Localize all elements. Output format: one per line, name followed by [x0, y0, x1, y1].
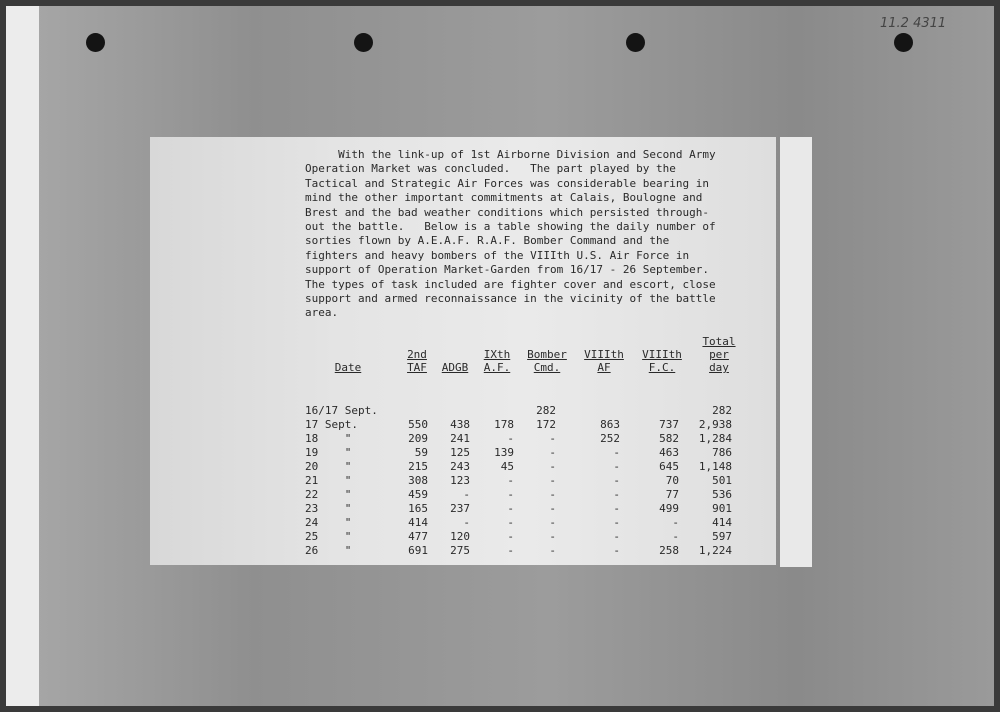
- table-cell: 77: [665, 488, 679, 501]
- table-cell: 550: [408, 418, 428, 431]
- table-cell: 477: [408, 530, 428, 543]
- table-cell: -: [613, 460, 620, 473]
- table-cell: -: [507, 488, 514, 501]
- punch-hole: [354, 33, 373, 52]
- table-cell: 243: [450, 460, 470, 473]
- table-cell: 252: [600, 432, 620, 445]
- row-date: 25 ": [305, 530, 352, 543]
- table-cell: 582: [659, 432, 679, 445]
- table-cell: 172: [536, 418, 556, 431]
- table-header: [632, 348, 692, 374]
- table-cell: -: [672, 516, 679, 529]
- table-header-line: Total: [702, 335, 736, 348]
- table-cell: 901: [712, 502, 732, 515]
- table-cell: 536: [712, 488, 732, 501]
- table-cell: 258: [659, 544, 679, 557]
- table-cell: 645: [659, 460, 679, 473]
- table-header-line: Date: [334, 361, 362, 374]
- table-header: [517, 348, 577, 374]
- table-cell: -: [549, 432, 556, 445]
- row-date: 20 ": [305, 460, 352, 473]
- table-cell: 165: [408, 502, 428, 515]
- table-cell: -: [613, 502, 620, 515]
- table-cell: -: [672, 530, 679, 543]
- table-cell: -: [613, 488, 620, 501]
- row-date: 23 ": [305, 502, 352, 515]
- punch-hole: [894, 33, 913, 52]
- table-cell: -: [549, 544, 556, 557]
- table-cell: 209: [408, 432, 428, 445]
- table-cell: 282: [712, 404, 732, 417]
- table-cell: -: [613, 474, 620, 487]
- card-right-strip: [780, 137, 812, 567]
- table-cell: 438: [450, 418, 470, 431]
- table-cell: 125: [450, 446, 470, 459]
- row-date: 18 ": [305, 432, 352, 445]
- table-cell: -: [613, 544, 620, 557]
- body-paragraph: With the link-up of 1st Airborne Division and Second Army Operation Market was concluded. The part played by the Tactical and Strategic Air Forces was considerable bearing in mind the other important commitments at Calais, Boulogne and Brest and the bad weather conditions which persisted through- out the battle. Below is a table showing the daily number of sorties flown by A.E.A.F. R.A.F. Bomber Command and the fighters and heavy bombers of the VIIIth U.S. Air Force in support of Operation Market-Garden from 16/17 - 26 September. The types of task included are fighter cover and escort, close support and armed reconnaissance in the vicinity of the battle area.: [305, 148, 716, 320]
- table-header: [574, 348, 634, 374]
- table-header-line: day: [709, 361, 729, 374]
- row-date: 21 ": [305, 474, 352, 487]
- row-date: 24 ": [305, 516, 352, 529]
- table-cell: 2,938: [698, 418, 732, 431]
- table-header-line: IXth: [483, 348, 511, 361]
- archive-reference: 11.2 4311: [880, 16, 947, 31]
- table-header-line: VIIIth: [584, 348, 624, 361]
- table-cell: 139: [494, 446, 514, 459]
- table-cell: 414: [408, 516, 428, 529]
- table-cell: 282: [536, 404, 556, 417]
- table-cell: -: [613, 446, 620, 459]
- left-paper-strip: [6, 6, 39, 706]
- table-cell: -: [507, 544, 514, 557]
- table-header-line: F.C.: [648, 361, 676, 374]
- table-cell: -: [549, 502, 556, 515]
- table-cell: 463: [659, 446, 679, 459]
- table-cell: 863: [600, 418, 620, 431]
- table-cell: 70: [665, 474, 679, 487]
- table-cell: 237: [450, 502, 470, 515]
- table-header-line: TAF: [407, 361, 427, 374]
- table-cell: 275: [450, 544, 470, 557]
- table-cell: -: [549, 530, 556, 543]
- table-cell: 597: [712, 530, 732, 543]
- table-cell: -: [549, 516, 556, 529]
- table-header-line: AF: [597, 361, 611, 374]
- table-cell: 45: [500, 460, 514, 473]
- table-cell: -: [549, 488, 556, 501]
- table-cell: -: [507, 474, 514, 487]
- punch-hole: [626, 33, 645, 52]
- table-cell: 1,224: [698, 544, 732, 557]
- row-date: 16/17 Sept.: [305, 404, 378, 417]
- table-cell: 737: [659, 418, 679, 431]
- table-header-line: Cmd.: [533, 361, 561, 374]
- table-cell: -: [507, 502, 514, 515]
- table-cell: 308: [408, 474, 428, 487]
- table-cell: 178: [494, 418, 514, 431]
- table-header-line: 2nd: [407, 348, 427, 361]
- table-cell: 414: [712, 516, 732, 529]
- table-cell: 499: [659, 502, 679, 515]
- table-header: [689, 335, 749, 374]
- table-cell: 786: [712, 446, 732, 459]
- row-date: 17 Sept.: [305, 418, 358, 431]
- table-cell: 691: [408, 544, 428, 557]
- table-header-line: Bomber: [527, 348, 567, 361]
- table-header-line: VIIIth: [642, 348, 682, 361]
- table-cell: 120: [450, 530, 470, 543]
- table-cell: 459: [408, 488, 428, 501]
- table-cell: -: [549, 446, 556, 459]
- table-cell: 59: [414, 446, 428, 459]
- table-header-line: ADGB: [441, 361, 469, 374]
- table-cell: 1,148: [698, 460, 732, 473]
- table-cell: 215: [408, 460, 428, 473]
- table-header-line: per: [709, 348, 729, 361]
- table-cell: -: [613, 516, 620, 529]
- table-cell: -: [507, 516, 514, 529]
- table-cell: 1,284: [698, 432, 732, 445]
- row-date: 26 ": [305, 544, 352, 557]
- table-cell: -: [507, 530, 514, 543]
- table-cell: -: [613, 530, 620, 543]
- table-cell: -: [463, 516, 470, 529]
- table-cell: -: [549, 474, 556, 487]
- table-cell: -: [507, 432, 514, 445]
- table-cell: 123: [450, 474, 470, 487]
- table-header-line: A.F.: [483, 361, 511, 374]
- row-date: 19 ": [305, 446, 352, 459]
- punch-hole: [86, 33, 105, 52]
- table-header: [318, 361, 378, 374]
- table-cell: -: [463, 488, 470, 501]
- row-date: 22 ": [305, 488, 352, 501]
- table-cell: 241: [450, 432, 470, 445]
- table-cell: -: [549, 460, 556, 473]
- table-cell: 501: [712, 474, 732, 487]
